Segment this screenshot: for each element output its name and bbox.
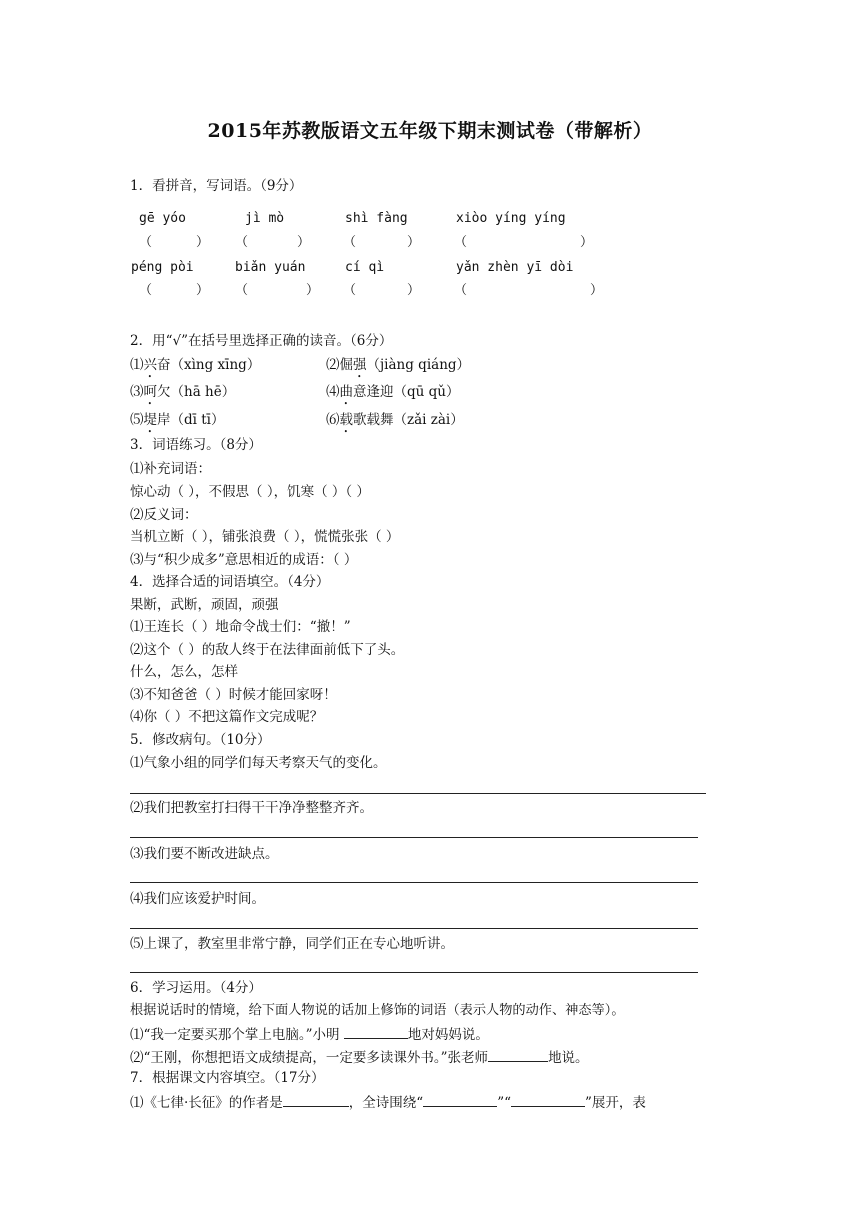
paren-close: ） <box>407 235 421 250</box>
paren-close: ） <box>196 235 210 250</box>
q3-line-1: 惊心动（ ），不假思（ ），饥寒（ ）（ ） <box>130 484 370 500</box>
answer-line <box>130 972 698 973</box>
q5-item-4: ⑷我们应该爱护时间。 <box>130 891 265 907</box>
pinyin: yǎn zhèn yī dòi <box>456 260 574 275</box>
q3-sub-1: ⑴补充词语： <box>130 461 211 477</box>
paren-close: ） <box>196 283 210 298</box>
pinyin: shì fàng <box>345 211 408 226</box>
q6-sentence-2: ⑵“王刚，你想把语文成绩提高，一定要多读课外书。”张老师 地说。 <box>130 1047 589 1067</box>
pinyin: cí qì <box>345 260 385 275</box>
q4-sentence-1: ⑴王连长（ ）地命令战士们：“撤！” <box>130 619 351 635</box>
fill-blank <box>283 1092 349 1107</box>
q7-sentence-1: ⑴《七律·长征》的作者是 ，全诗围绕“ ”“ ”展开，表 <box>130 1092 646 1112</box>
q5-item-3: ⑶我们要不断改进缺点。 <box>130 846 279 862</box>
pinyin: xiòo yíng yíng <box>456 211 566 226</box>
fill-blank <box>511 1092 585 1107</box>
q1-heading: 1．看拼音，写词语。（9分） <box>130 178 303 194</box>
paren-open: （ <box>454 235 468 250</box>
q2-item-6: ⑹载歌载舞（zǎi zài） <box>326 412 464 428</box>
fill-blank <box>344 1024 408 1039</box>
pinyin: biǎn yuán <box>235 260 306 275</box>
paren-close: ） <box>580 235 594 250</box>
q4-heading: 4．选择合适的词语填空。（4分） <box>130 574 330 590</box>
paren-close: ） <box>306 283 320 298</box>
q2-item-2: ⑵倔强（jiàng qiáng） <box>326 357 471 373</box>
paren-open: （ <box>139 235 153 250</box>
q6-heading: 6．学习运用。（4分） <box>130 980 262 996</box>
paren-open: （ <box>235 283 249 298</box>
paren-close: ） <box>590 283 604 298</box>
q6-intro: 根据说话时的情境，给下面人物说的话加上修饰的词语（表示人物的动作、神态等）。 <box>130 1003 625 1018</box>
q7-heading: 7．根据课文内容填空。（17分） <box>130 1070 325 1086</box>
paren-open: （ <box>454 283 468 298</box>
q5-item-2: ⑵我们把教室打扫得干干净净整整齐齐。 <box>130 800 373 816</box>
pinyin: gē yóo <box>139 211 186 226</box>
q2-heading: 2．用“√”在括号里选择正确的读音。（6分） <box>130 333 393 349</box>
q3-heading: 3．词语练习。（8分） <box>130 437 262 453</box>
q4-word-choices-2: 什么，怎么，怎样 <box>130 664 238 680</box>
q4-sentence-4: ⑷你（ ）不把这篇作文完成呢？ <box>130 709 324 725</box>
q2-item-5: ⑸堤岸（dī tī） <box>130 412 225 428</box>
answer-line <box>130 882 698 883</box>
answer-line <box>130 793 706 794</box>
q2-item-1: ⑴兴奋（xìng xīng） <box>130 357 261 373</box>
q5-heading: 5．修改病句。（10分） <box>130 732 271 748</box>
pinyin: péng pòi <box>131 260 194 275</box>
q5-item-1: ⑴气象小组的同学们每天考察天气的变化。 <box>130 755 387 771</box>
q4-word-choices-1: 果断，武断，顽固，顽强 <box>130 597 279 613</box>
q5-item-5: ⑸上课了，教室里非常宁静，同学们正在专心地听讲。 <box>130 936 454 952</box>
pinyin: jì mò <box>245 211 285 226</box>
q2-item-3: ⑶呵欠（hā hē） <box>130 384 236 400</box>
q2-item-4: ⑷曲意逢迎（qū qǔ） <box>326 384 460 400</box>
q3-line-2: 当机立断（ ），铺张浪费（ ），慌慌张张（ ） <box>130 529 400 545</box>
paren-open: （ <box>343 283 357 298</box>
q3-sub-2: ⑵反义词： <box>130 507 198 523</box>
page-title: 2015年苏教版语文五年级下期末测试卷（带解析） <box>207 120 653 142</box>
paren-open: （ <box>139 283 153 298</box>
paren-close: ） <box>407 283 421 298</box>
q3-line-3: ⑶与“积少成多”意思相近的成语：（ ） <box>130 552 358 568</box>
paren-open: （ <box>343 235 357 250</box>
fill-blank <box>488 1047 548 1062</box>
q4-sentence-2: ⑵这个（ ）的敌人终于在法律面前低下了头。 <box>130 642 405 658</box>
answer-line <box>130 837 698 838</box>
q4-sentence-3: ⑶不知爸爸（ ）时候才能回家呀！ <box>130 687 337 703</box>
fill-blank <box>423 1092 497 1107</box>
paren-close: ） <box>297 235 311 250</box>
q6-sentence-1: ⑴“我一定要买那个掌上电脑。”小明 地对妈妈说。 <box>130 1024 489 1044</box>
paren-open: （ <box>235 235 249 250</box>
answer-line <box>130 928 698 929</box>
